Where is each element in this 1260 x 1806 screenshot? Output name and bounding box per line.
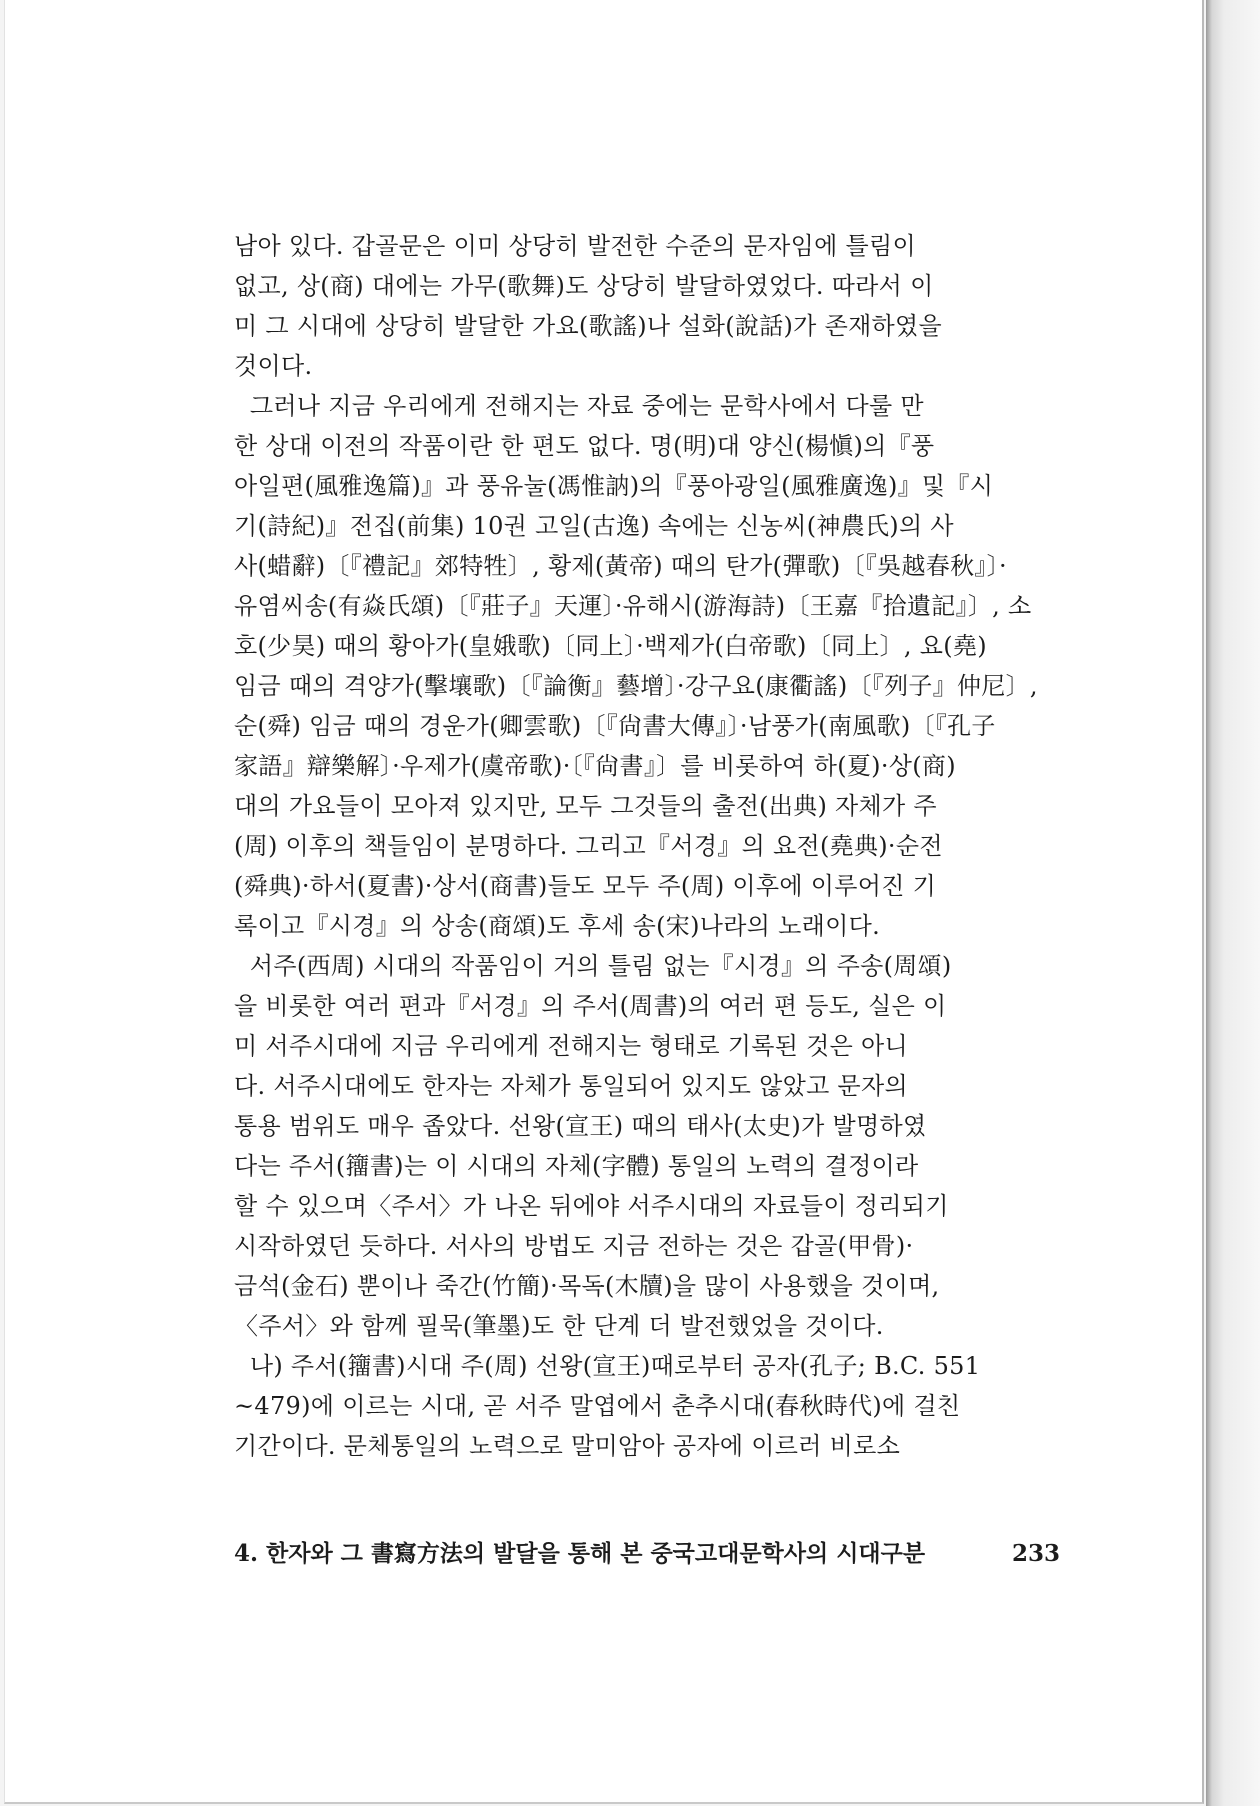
text-line: 사(蜡辭)〔『禮記』郊特牲〕, 황제(黃帝) 때의 탄가(彈歌)〔『吳越春秋』〕· [234,552,1007,580]
text-line: 기(詩紀)』전집(前集) 10권 고일(古逸) 속에는 신농씨(神農氏)의 사 [234,512,954,540]
text-line: (周) 이후의 책들임이 분명하다. 그리고『서경』의 요전(堯典)·순전 [234,832,943,860]
text-line: 시작하였던 듯하다. 서사의 방법도 지금 전하는 것은 갑골(甲骨)· [234,1232,914,1260]
text-line: 순(舜) 임금 때의 경운가(卿雲歌)〔『尙書大傳』〕·남풍가(南風歌)〔『孔子 [234,712,996,740]
text-line: 그러나 지금 우리에게 전해지는 자료 중에는 문학사에서 다룰 만 [234,392,924,420]
text-line: 다. 서주시대에도 한자는 자체가 통일되어 있지도 않았고 문자의 [234,1072,909,1100]
text-line: 금석(金石) 뿐이나 죽간(竹簡)·목독(木牘)을 많이 사용했을 것이며, [234,1272,940,1300]
text-line: 미 그 시대에 상당히 발달한 가요(歌謠)나 설화(說話)가 존재하였을 [234,312,943,340]
page-gutter [1206,0,1260,1806]
text-line: 나) 주서(籒書)시대 주(周) 선왕(宣王)때로부터 공자(孔子; B.C. 551 [234,1352,981,1380]
text-line: 것이다. [234,352,313,380]
text-line: 서주(西周) 시대의 작품임이 거의 틀림 없는『시경』의 주송(周頌) [234,952,952,980]
text-line: 대의 가요들이 모아져 있지만, 모두 그것들의 출전(出典) 자체가 주 [234,792,937,820]
text-line: 유염씨송(有焱氏頌)〔『莊子』天運〕·유해시(游海詩)〔王嘉『拾遺記』〕, 소 [234,592,1032,620]
page-footer [234,1534,1060,1574]
text-line: 록이고『시경』의 상송(商頌)도 후세 송(宋)나라의 노래이다. [234,912,880,940]
text-line: ~479)에 이르는 시대, 곧 서주 말엽에서 춘추시대(春秋時代)에 걸친 [234,1392,961,1420]
body-text [234,226,1060,1466]
text-line: 임금 때의 격양가(擊壤歌)〔『論衡』藝增〕·강구요(康衢謠)〔『列子』仲尼〕, [234,672,1038,700]
text-line: 없고, 상(商) 대에는 가무(歌舞)도 상당히 발달하였었다. 따라서 이 [234,272,934,300]
text-line: 할 수 있으며〈주서〉가 나온 뒤에야 서주시대의 자료들이 정리되기 [234,1192,949,1220]
running-title: 4. 한자와 그 書寫方法의 발달을 통해 본 중국고대문학사의 시대구분 [234,1540,926,1567]
text-line: (舜典)·하서(夏書)·상서(商書)들도 모두 주(周) 이후에 이루어진 기 [234,872,937,900]
text-line: 을 비롯한 여러 편과『서경』의 주서(周書)의 여러 편 등도, 실은 이 [234,992,947,1020]
text-line: 기간이다. 문체통일의 노력으로 말미암아 공자에 이르러 비로소 [234,1432,901,1460]
text-line: 호(少昊) 때의 황아가(皇娥歌)〔同上〕·백제가(白帝歌)〔同上〕, 요(堯) [234,632,987,660]
text-line: 다는 주서(籒書)는 이 시대의 자체(字體) 통일의 노력의 결정이라 [234,1152,919,1180]
text-line: 한 상대 이전의 작품이란 한 편도 없다. 명(明)대 양신(楊愼)의『풍 [234,432,935,460]
text-line: 家語』辯樂解〕·우제가(虞帝歌)·〔『尙書』〕를 비롯하여 하(夏)·상(商) [234,752,956,780]
text-line: 〈주서〉와 함께 필묵(筆墨)도 한 단계 더 발전했었을 것이다. [234,1312,884,1340]
page-number: 233 [1011,1540,1060,1567]
text-line: 미 서주시대에 지금 우리에게 전해지는 형태로 기록된 것은 아니 [234,1032,909,1060]
text-line: 통용 범위도 매우 좁았다. 선왕(宣王) 때의 태사(太史)가 발명하였 [234,1112,927,1140]
text-line: 남아 있다. 갑골문은 이미 상당히 발전한 수준의 문자임에 틀림이 [234,232,916,260]
text-line: 아일편(風雅逸篇)』과 풍유눌(馮惟訥)의『풍아광일(風雅廣逸)』및『시 [234,472,994,500]
